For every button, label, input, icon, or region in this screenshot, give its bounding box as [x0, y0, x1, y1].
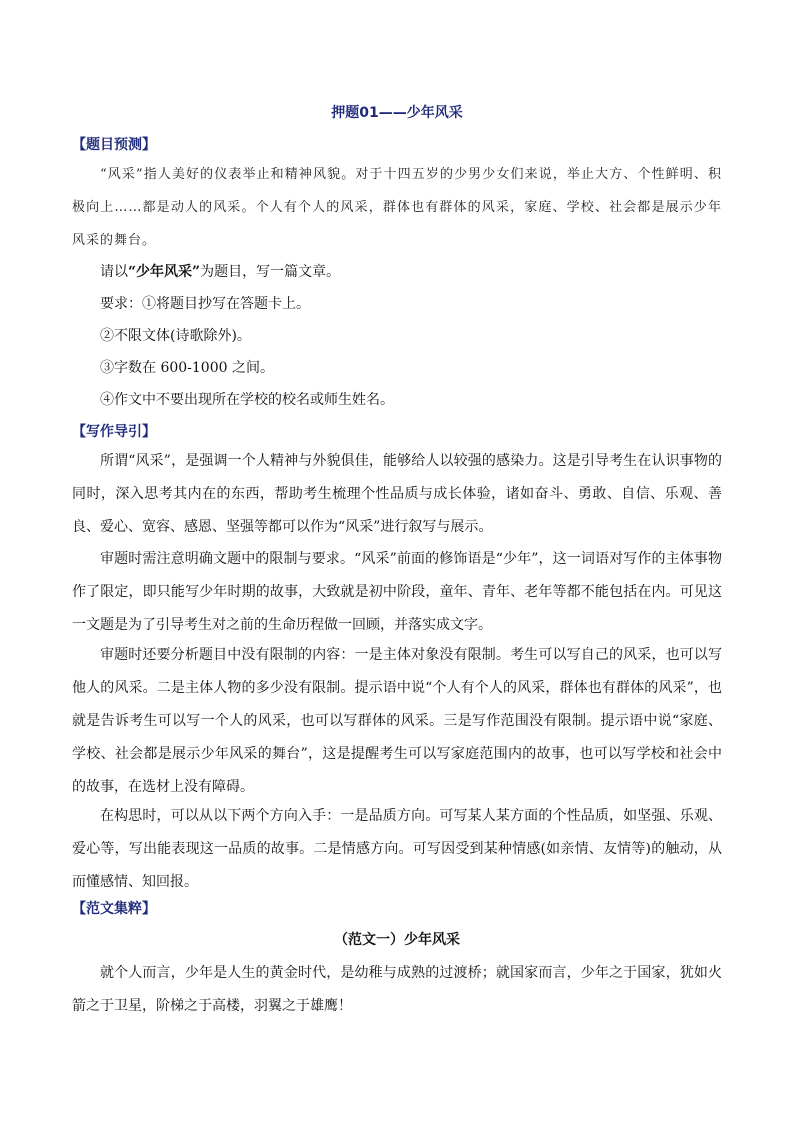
- guide-paragraph-1: 所谓“风采”，是强调一个人精神与外貌俱佳，能够给人以较强的感染力。这是引导考生在认识事物的同时，深入思考其内在的东西，帮助考生梳理个性品质与成长体验，诸如奋斗、勇敢、自信、乐观、善良、爱心、宽容、感恩、坚强等都可以作为“风采”进行叙写与展示。: [72, 453, 722, 535]
- section-tag-prediction: 【题目预测】: [72, 137, 156, 153]
- requirement-4: ④作文中不要出现所在学校的校名或师生姓名。: [100, 392, 394, 408]
- sample-essay-title: （范文一）少年风采: [334, 932, 460, 948]
- document-title: 押题01——少年风采: [331, 105, 463, 121]
- topic-prompt-paragraph: “风采”指人美好的仪表举止和精神风貌。对于十四五岁的少男少女们来说，举止大方、个性鲜明、积极向上……都是动人的风采。个人有个人的风采，群体也有群体的风采，家庭、学校、社会都是展示少年风采的舞台。: [72, 167, 722, 248]
- guide-paragraph-4: 在构思时，可以从以下两个方向入手：一是品质方向。可写某人某方面的个性品质，如坚强、乐观、爱心等，写出能表现这一品质的故事。二是情感方向。可写因受到某种情感(如亲情、友情等)的触动，从而懂感情、知回报。: [72, 808, 722, 890]
- guide-paragraph-3: 审题时还要分析题目中没有限制的内容：一是主体对象没有限制。考生可以写自己的风采，也可以写他人的风采。二是主体人物的多少没有限制。提示语中说“个人有个人的风采，群体也有群体的风采”，也就是告诉考生可以写一个人的风采，也可以写群体的风采。三是写作范围没有限制。提示语中说“家庭、学校、社会都是展示少年风采的舞台”，这是提醒考生可以写家庭范围内的故事，也可以写学校和社会中的故事，在选材上没有障碍。: [72, 647, 722, 795]
- section-tag-samples: 【范文集粹】: [72, 901, 156, 917]
- sample-essay-paragraph-1: 就个人而言，少年是人生的黄金时代，是幼稚与成熟的过渡桥；就国家而言，少年之于国家，犹如火箭之于卫星，阶梯之于高楼，羽翼之于雄鹰！: [72, 965, 722, 1014]
- requirement-1: 要求：①将题目抄写在答题卡上。: [100, 296, 310, 312]
- instruction-prefix: 请以: [100, 264, 128, 280]
- instruction-topic: “少年风采”: [128, 264, 201, 280]
- writing-instruction: [100, 262, 340, 282]
- section-tag-guide: 【写作导引】: [72, 424, 156, 440]
- guide-paragraph-2: 审题时需注意明确文题中的限制与要求。“风采”前面的修饰语是“少年”，这一词语对写作的主体事物作了限定，即只能写少年时期的故事，大致就是初中阶段，童年、青年、老年等都不能包括在内。可见这一文题是为了引导考生对之前的生命历程做一回顾，并落实成文字。: [72, 551, 722, 633]
- instruction-suffix: 为题目，写一篇文章。: [200, 264, 341, 280]
- requirement-3: ③字数在 600-1000 之间。: [100, 360, 274, 376]
- requirement-2: ②不限文体(诗歌除外)。: [100, 328, 251, 344]
